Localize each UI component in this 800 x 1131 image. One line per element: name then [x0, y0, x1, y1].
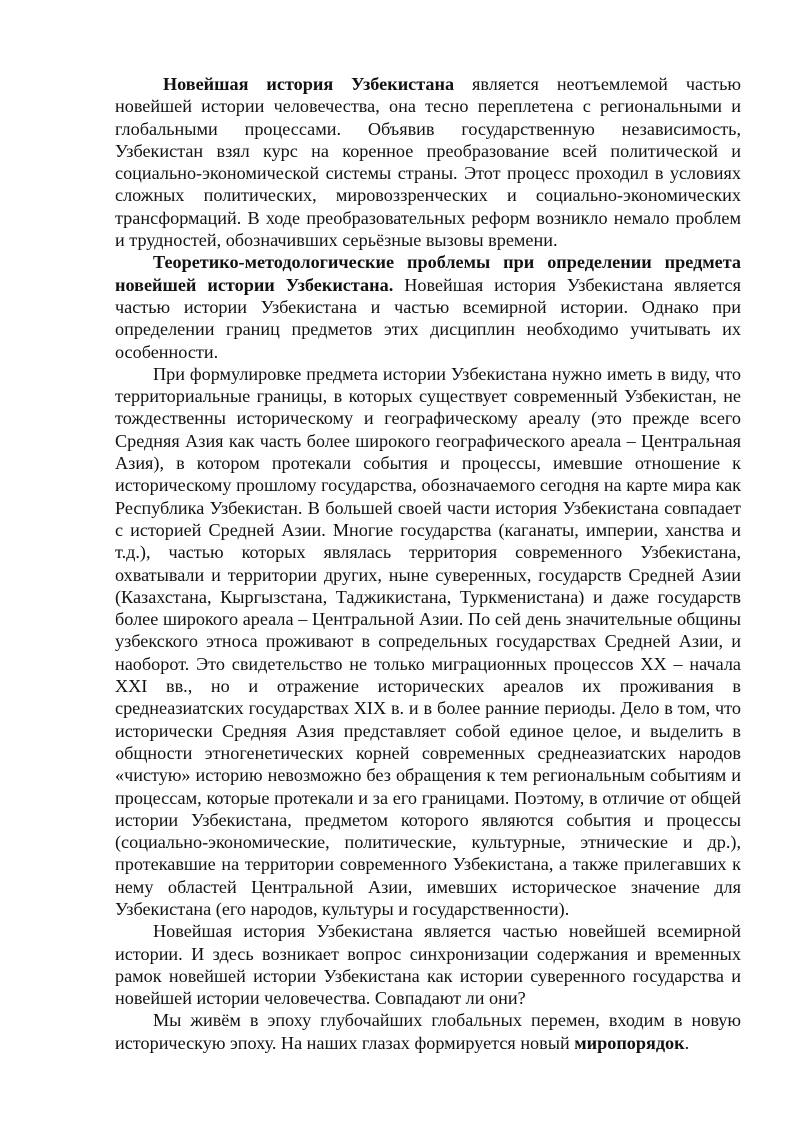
- section-heading: Теоретико-методологические проблемы при определении предмета новейшей истории Узбекистана.: [115, 252, 741, 295]
- paragraph-text: Новейшая история Узбекистана является частью новейшей всемирной истории. И здесь возникает вопрос синхронизации содержания и временных рамок новейшей истории Узбекистана как истории суверенного государства и новейшей истории человечества. Совпадают ли они?: [115, 921, 741, 1009]
- paragraph-text: Новейшая история Узбекистана является частью истории Узбекистана и частью всемирной истории. Однако при определении границ предметов этих дисциплин необходимо учитывать их особенности.: [115, 274, 741, 362]
- paragraph-tail: .: [684, 1032, 690, 1053]
- paragraph-intro: [115, 73, 741, 251]
- paragraph-text: При формулировке предмета истории Узбекистана нужно иметь в виду, что территориальные границы, в которых существует современный Узбекистан, не тождественны историческому и географическому ареалу (это прежде всего Средняя Азия как часть более широкого географического ареала – Центральная Азия), в котором протекали события и процессы, имевшие отношение к историческому прошлому государства, обозначаемого сегодня на карте мира как Республика Узбекистан. В большей своей части история Узбекистана совпадает с историей Средней Азии. Многие государства (каганаты, империи, ханства и т.д.), частью которых являлась территория современного Узбекистана, охватывали и территории других, ныне суверенных, государств Средней Азии (Казахстана, Кыргызстана, Таджикистана, Туркменистана) и даже государств более широкого ареала – Центральной Азии. По сей день значительные общины узбекского этноса проживают в сопредельных государствах Средней Азии, и наоборот. Это свидетельство не только миграционных процессов XX – начала XXI вв., но и отражение исторических ареалов их проживания в среднеазиатских государствах XIX в. и в более ранние периоды. Дело в том, что исторически Средняя Азия представляет собой единое целое, и выделить в общности этногенетических корней современных среднеазиатских народов «чистую» историю невозможно без обращения к тем региональным событиям и процессам, которые протекали и за его границами. Поэтому, в отличие от общей истории Узбекистана, предметом которого являются события и процессы (социально-экономические, политические, культурные, этнические и др.), протекавшие на территории современного Узбекистана, а также прилегавших к нему областей Центральной Азии, имевших историческое значение для Узбекистана (его народов, культуры и государственности).: [115, 363, 741, 919]
- bold-lead-term: Новейшая история Узбекистана: [163, 74, 455, 94]
- document-page: [115, 73, 741, 1054]
- bold-term: миропорядок: [574, 1032, 685, 1053]
- paragraph-text: является неотъемлемой частью новейшей истории человечества, она тесно переплетена с региональными и глобальными процессами. Объявив государственную независимость, Узбекистан взял курс на коренное преобразование всей политической и социально-экономической системы страны. Этот процесс проходил в условиях сложных политических, мировоззренческих и социально-экономических трансформаций. В ходе преобразовательных реформ возникло немало проблем и трудностей, обозначивших серьёзные вызовы времени.: [115, 74, 741, 251]
- paragraph-subject: [115, 363, 741, 920]
- paragraph-world-order: [115, 1009, 741, 1054]
- paragraph-text: Мы живём в эпоху глубочайших глобальных перемен, входим в новую историческую эпоху. На наших глазах формируется новый: [115, 1010, 741, 1053]
- paragraph-world-history: [115, 920, 741, 1009]
- paragraph-section-heading: [115, 251, 741, 362]
